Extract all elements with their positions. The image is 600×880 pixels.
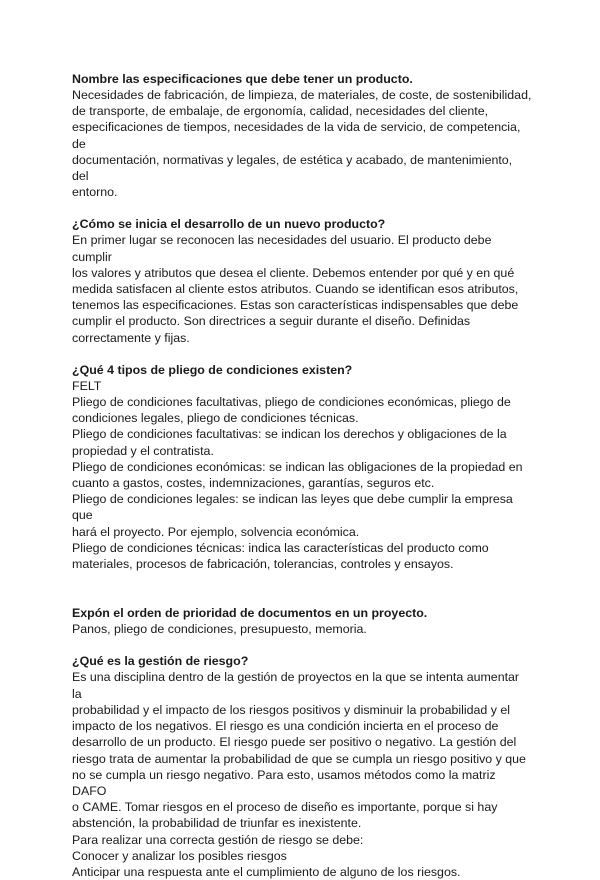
answer-line: Pliego de condiciones económicas: se indican las obligaciones de la propiedad en [72, 459, 523, 474]
answer-line: Es una disciplina dentro de la gestión de proyectos en la que se intenta aumentar la [72, 670, 520, 701]
question-heading: ¿Qué es la gestión de riesgo? [72, 654, 249, 669]
answer-line: no se cumpla un riesgo negativo. Para esto, usamos métodos como la matriz DAFO [72, 767, 496, 798]
answer-line: los valores y atributos que desea el cliente. Debemos entender por qué y en qué [72, 265, 515, 280]
question-heading: Nombre las especificaciones que debe tener un producto. [72, 72, 413, 86]
section-risk-management [72, 653, 532, 880]
section-specifications [72, 71, 532, 200]
answer-line: documentación, normativas y legales, de estética y acabado, de mantenimiento, del [72, 152, 513, 184]
answer-line: especificaciones de tiempos, necesidades de la vida de servicio, de competencia, de [72, 120, 521, 151]
answer-line: materiales, procesos de fabricación, tolerancias, controles y ensayos. [72, 557, 454, 572]
section-new-product [72, 216, 532, 345]
answer-line: Pliego de condiciones facultativas, pliego de condiciones económicas, pliego de [72, 395, 511, 410]
answer-line: abstención, la probabilidad de triunfar es inexistente. [72, 816, 362, 831]
answer-line: Panos, pliego de condiciones, presupuesto, memoria. [72, 622, 367, 637]
answer-line: desarrollo de un producto. El riesgo puede ser positivo o negativo. La gestión del [72, 735, 517, 750]
answer-line: Para realizar una correcta gestión de riesgo se debe: [72, 832, 364, 847]
question-heading: ¿Cómo se inicia el desarrollo de un nuevo producto? [72, 217, 386, 232]
document-page [72, 71, 532, 880]
answer-line: correctamente y fijas. [72, 330, 190, 345]
answer-line: propiedad y el contratista. [72, 443, 214, 458]
answer-line: medida satisfacen al cliente estos atributos. Cuando se identifican esos atributos, [72, 282, 519, 297]
answer-line: o CAME. Tomar riesgos en el proceso de diseño es importante, porque si hay [72, 800, 498, 815]
answer-line: Pliego de condiciones técnicas: indica las características del producto como [72, 540, 489, 555]
answer-line: Necesidades de fabricación, de limpieza, de materiales, de coste, de sostenibilidad, [72, 88, 532, 102]
answer-line: Pliego de condiciones legales: se indican las leyes que debe cumplir la empresa que [72, 492, 513, 523]
answer-line: En primer lugar se reconocen las necesidades del usuario. El producto debe cumplir [72, 233, 492, 264]
answer-line: condiciones legales, pliego de condiciones técnicas. [72, 411, 359, 426]
answer-line: Pliego de condiciones facultativas: se indican los derechos y obligaciones de la [72, 427, 507, 442]
answer-line: Conocer y analizar los posibles riesgos [72, 848, 287, 863]
answer-line: cumplir el producto. Son directrices a seguir durante el diseño. Definidas [72, 314, 471, 329]
question-heading: Expón el orden de prioridad de documentos en un proyecto. [72, 606, 428, 621]
answer-line: FELT [72, 378, 102, 393]
answer-line: hará el proyecto. Por ejemplo, solvencia económica. [72, 524, 360, 539]
answer-line: riesgo trata de aumentar la probabilidad de que se cumpla un riesgo positivo y que [72, 751, 526, 766]
answer-line: impacto de los negativos. El riesgo es una condición incierta en el proceso de [72, 719, 499, 734]
answer-line: probabilidad y el impacto de los riesgos positivos y disminuir la probabilidad y el [72, 702, 511, 717]
answer-line: entorno. [72, 185, 118, 200]
answer-line: tenemos las especificaciones. Estas son características indispensables que debe [72, 298, 519, 313]
answer-line: Anticipar una respuesta ante el cumplimiento de alguno de los riesgos. [72, 864, 461, 879]
question-heading: ¿Qué 4 tipos de pliego de condiciones existen? [72, 362, 353, 377]
answer-line: cuanto a gastos, costes, indemnizaciones, garantías, seguros etc. [72, 476, 435, 491]
answer-line: de transporte, de embalaje, de ergonomía, calidad, necesidades del cliente, [72, 104, 489, 119]
section-document-priority [72, 605, 532, 637]
section-pliego-types [72, 362, 532, 572]
